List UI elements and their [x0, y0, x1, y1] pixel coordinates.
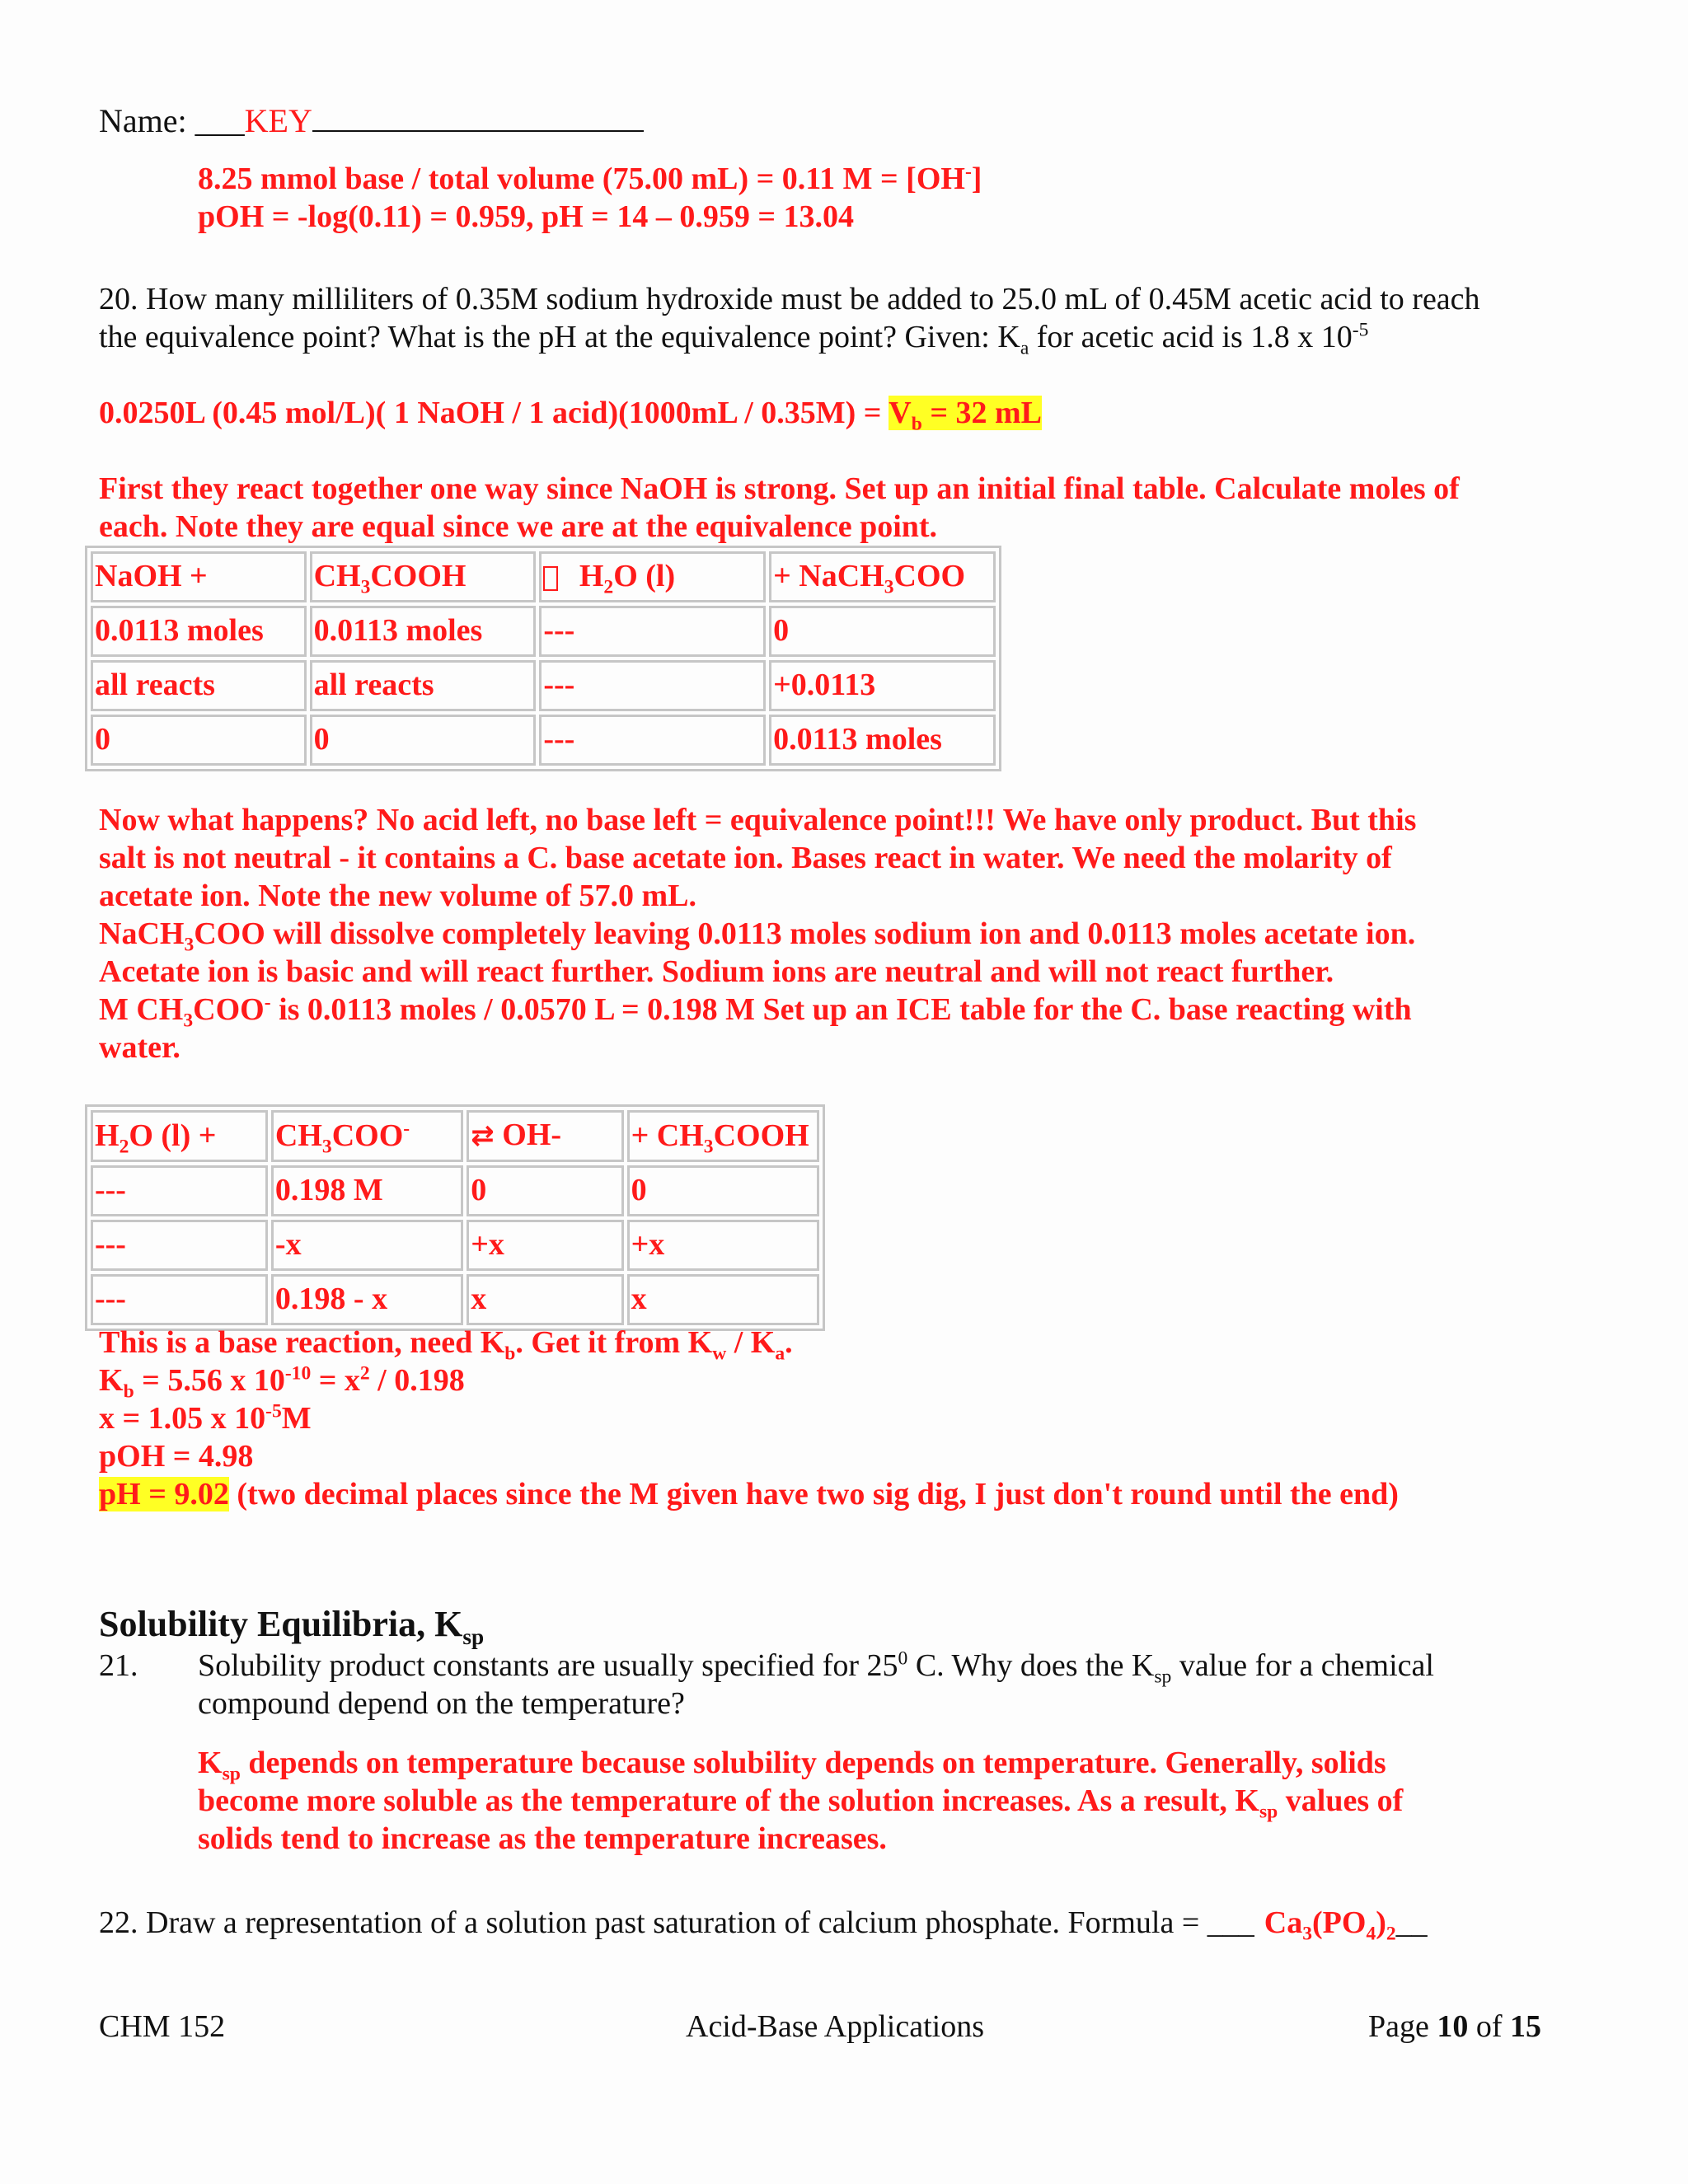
table-cell: 0.198 - x: [271, 1274, 463, 1325]
q20-line-1: 20. How many milliliters of 0.35M sodium hydroxide must be added to 25.0 mL of 0.45M acetic acid to reach: [99, 282, 1480, 316]
table-cell: 0: [467, 1165, 623, 1216]
table-header-cell: ⇄ OH-: [467, 1110, 623, 1162]
table-cell: 0: [310, 715, 537, 766]
table-header-row: [91, 551, 996, 602]
table-header-cell: $H_2O$ (l): [539, 551, 766, 602]
name-label: Name:: [99, 102, 195, 139]
initial-final-table: [85, 546, 1001, 771]
q21-question: Solubility product constants are usually specified for $25^0$ C. Why does the $K_{sp}$ value for a chemical compound depend on the temperature?: [198, 1647, 1434, 1721]
q21-answer: $K_{sp}$ depends on temperature because solubility depends on temperature. Generally, solids become more soluble as the temperature of the solution increases. As a result, $K_{sp}$ values of solids tend to increase as the temperature increases.: [198, 1746, 1404, 1856]
table-header-cell: $CH_3COO^-$: [271, 1110, 463, 1162]
name-line: [99, 99, 644, 140]
kb-calculation: This is a base reaction, need $K_b$. Get it from $K_w / K_a$. $K_b = 5.56$ x $10^{-10} = x^2 / 0.198$ x = 1.05 x $10^{-5}M$ pOH = 4.98 pH = 9.02 (two decimal places since the M given have two sig dig, I just don't round until the end): [99, 1325, 1399, 1511]
table-cell: +x: [627, 1220, 819, 1271]
table-cell: 0: [91, 715, 307, 766]
table-header-cell: + $CH_3COOH$: [627, 1110, 819, 1162]
table-header-cell: $H_2O$ (l) +: [91, 1110, 268, 1162]
table-cell: ---: [539, 660, 766, 711]
ice-table: [85, 1104, 825, 1331]
table-row: [91, 660, 996, 711]
footer-title: Acid-Base Applications: [686, 2009, 984, 2044]
table-row: [91, 1274, 819, 1325]
table-header-cell: + NaCH$_3$COO: [769, 551, 996, 602]
footer-course: CHM 152: [99, 2009, 226, 2044]
table-cell: +x: [467, 1220, 623, 1271]
section-heading: Solubility Equilibria, $K_{sp}$: [99, 1604, 485, 1649]
q22-formula-answer: $Ca_3(PO_4)_2$: [1264, 1905, 1396, 1945]
table-cell: x: [467, 1274, 623, 1325]
table-cell: ---: [539, 715, 766, 766]
table-header-cell: NaOH +: [91, 551, 307, 602]
table-header-row: [91, 1110, 819, 1162]
q20-intro-line-2: each. Note they are equal since we are at the equivalence point.: [99, 509, 938, 544]
q20-line-2: the equivalence point? What is the pH at the equivalence point? Given: $K_a$ for acetic acid is 1.8 x $10^{-5}$: [99, 319, 1369, 359]
table-cell: ---: [539, 606, 766, 657]
table-cell: -x: [271, 1220, 463, 1271]
table-cell: 0.198 M: [271, 1165, 463, 1216]
table-cell: 0.0113 moles: [769, 715, 996, 766]
name-blank: ___: [195, 102, 245, 139]
table-cell: 0.0113 moles: [91, 606, 307, 657]
name-underline: [312, 99, 644, 132]
table-row: [91, 715, 996, 766]
ph-answer-highlight: pH = 9.02: [99, 1477, 229, 1511]
table-cell: 0.0113 moles: [310, 606, 537, 657]
table-cell: +0.0113: [769, 660, 996, 711]
vb-answer-highlight: $V_b = 32$ mL: [889, 396, 1042, 435]
table-row: [91, 1220, 819, 1271]
prev-answer-line-2: pOH = -log(0.11) = 0.959, pH = 14 – 0.959 = 13.04: [198, 199, 854, 234]
table-row: [91, 1165, 819, 1216]
name-value: KEY: [244, 102, 312, 139]
equivalence-explanation: Now what happens? No acid left, no base left = equivalence point!!! We have only product. But this salt is not neutral - it contains a C. base acetate ion. Bases react in water. We need the molarity of acetate ion. Note the new volume of 57.0 mL. NaCH$_3$COO will dissolve completely leaving 0.0113 moles sodium ion and 0.0113 moles acetate ion. Acetate ion is basic and will react further. Sodium ions are neutral and will not react further. M $CH_3COO^-$ is 0.0113 moles / 0.0570 L = 0.198 M Set up an ICE table for the C. base reacting with water.: [99, 803, 1417, 1065]
table-row: [91, 606, 996, 657]
table-cell: all reacts: [310, 660, 537, 711]
table-cell: all reacts: [91, 660, 307, 711]
q22-question: 22. Draw a representation of a solution past saturation of calcium phosphate. Formula = ___ $Ca_3(PO_4)_2\_\_$: [99, 1905, 1428, 1945]
prev-answer-line-1: 8.25 mmol base / total volume (75.00 mL) = 0.11 M = [OH-]: [198, 161, 982, 196]
missing-arrow-glyph-icon: [543, 566, 558, 591]
table-cell: 0: [769, 606, 996, 657]
table-cell: x: [627, 1274, 819, 1325]
table-cell: ---: [91, 1274, 268, 1325]
table-cell: 0: [627, 1165, 819, 1216]
equilibrium-arrow-icon: ⇄: [471, 1119, 495, 1152]
q20-intro-line-1: First they react together one way since NaOH is strong. Set up an initial final table. Calculate moles of: [99, 471, 1460, 506]
q21-number: 21.: [99, 1648, 138, 1683]
table-header-cell: $CH_3COOH$: [310, 551, 537, 602]
q20-calculation: 0.0250L (0.45 mol/L)( 1 NaOH / 1 acid)(1000mL / $0.35M) = V_b = 32$ mL: [99, 396, 1042, 435]
footer-page-number: Page 10 of 15: [1368, 2009, 1542, 2044]
table-cell: ---: [91, 1220, 268, 1271]
table-cell: ---: [91, 1165, 268, 1216]
